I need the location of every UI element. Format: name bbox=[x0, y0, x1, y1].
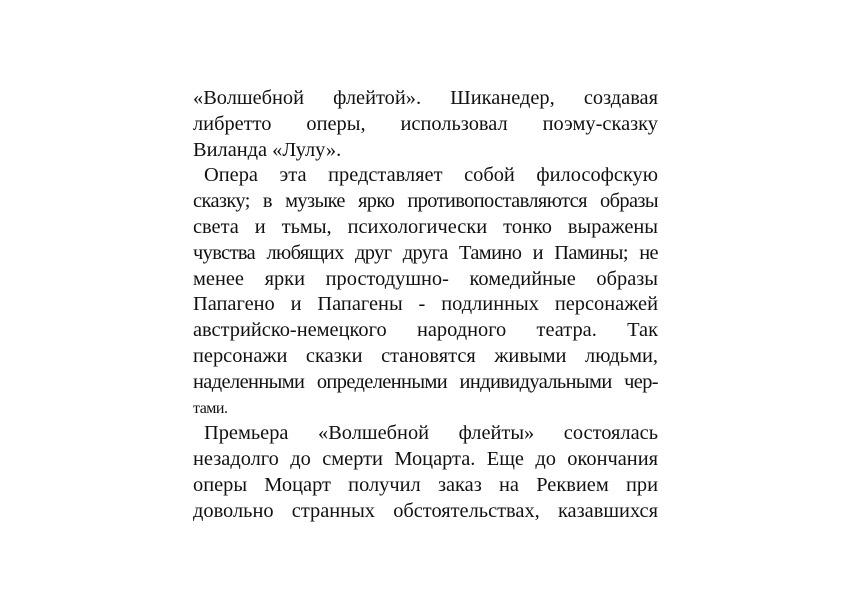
paragraph-first-line: Премьера «Волшебной флейты» состоялась bbox=[204, 422, 658, 445]
text-line: «Волшебной флейтой». Шиканедер, создавая bbox=[193, 87, 658, 109]
body-text bbox=[193, 86, 658, 525]
text-line: Виланда «Лулу». bbox=[193, 138, 342, 161]
text-line: незадолго до смерти Моцарта. Еще до окончания bbox=[193, 448, 658, 471]
text-line: либретто оперы, использовал поэму-сказку bbox=[193, 112, 658, 135]
text-line: света и тьмы, психологически тонко выражены bbox=[193, 215, 658, 238]
text-line: довольно странных обстоятельствах, казавшихся bbox=[193, 499, 658, 522]
text-line: Папагено и Папагены - подлинных персонажей bbox=[193, 293, 658, 316]
text-line: оперы Моцарт получил заказ на Реквием при bbox=[193, 473, 658, 496]
text-line: сказку; в музыке ярко противопоставляются образы bbox=[193, 190, 658, 213]
paragraph-first-line: Опера эта представляет собой философскую bbox=[204, 164, 658, 187]
text-line: персонажи сказки становятся живыми людьми, bbox=[193, 344, 658, 367]
text-line: тами. bbox=[193, 399, 228, 417]
text-line: наделенными определенными индивидуальными чер- bbox=[193, 370, 658, 393]
text-line: чувства любящих друг друга Тамино и Памины; не bbox=[193, 241, 658, 264]
text-line: менее ярки простодушно- комедийные образы bbox=[193, 267, 658, 290]
text-line: австрийско-немецкого народного театра. Так bbox=[193, 319, 658, 342]
